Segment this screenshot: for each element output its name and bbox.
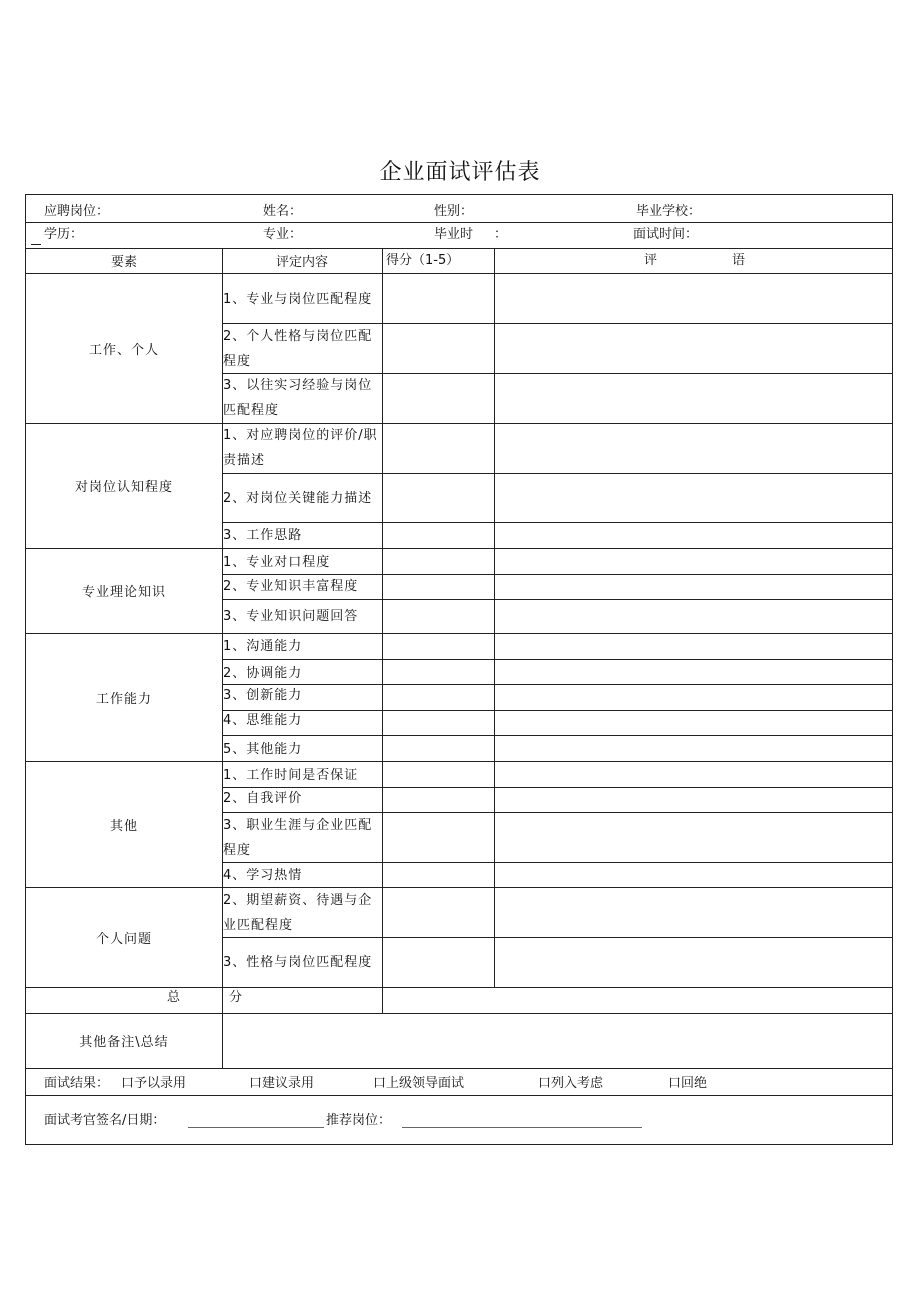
- result-label: 面试结果：: [44, 1076, 110, 1091]
- recommend-position-label: 推荐岗位：: [326, 1113, 392, 1128]
- list-item: 2、期望薪资、待遇与企业匹配程度: [223, 893, 373, 933]
- list-item: 2、个人性格与岗位匹配程度: [223, 329, 373, 369]
- group-name: 工作能力: [95, 691, 152, 707]
- group-name: 专业理论知识: [81, 585, 166, 600]
- list-item: 2、协调能力: [223, 665, 303, 681]
- total-label-b: 分: [229, 990, 243, 1005]
- grad-time-label: 毕业时: [434, 227, 474, 242]
- list-item: 1、工作时间是否保证: [223, 767, 359, 783]
- education-label: 学历：: [44, 227, 84, 242]
- result-option-manager-interview[interactable]: 口上级领导面试: [373, 1076, 465, 1091]
- column-content: 评定内容: [275, 255, 328, 270]
- list-item: 3、职业生涯与企业匹配程度: [223, 818, 373, 858]
- list-item: 2、专业知识丰富程度: [223, 579, 359, 594]
- list-item: 2、对岗位关键能力描述: [223, 490, 373, 506]
- group-name: 个人问题: [95, 931, 152, 947]
- list-item: 3、性格与岗位匹配程度: [223, 954, 373, 970]
- group-name: 工作、个人: [88, 342, 159, 358]
- list-item: 4、思维能力: [223, 713, 303, 728]
- evaluation-form: [25, 194, 893, 1145]
- position-label: 应聘岗位：: [44, 204, 110, 219]
- group-name: 对岗位认知程度: [74, 480, 173, 495]
- remarks-label: 其他备注\总结: [79, 1035, 169, 1050]
- column-factor: 要素: [110, 255, 137, 270]
- result-option-reject[interactable]: 口回绝: [668, 1076, 708, 1091]
- list-item: 1、专业与岗位匹配程度: [223, 291, 373, 307]
- list-item: 1、沟通能力: [223, 639, 303, 654]
- list-item: 1、专业对口程度: [223, 554, 331, 570]
- total-label-a: 总: [167, 990, 181, 1005]
- signature-field[interactable]: [188, 1127, 324, 1128]
- result-option-consider[interactable]: 口列入考虑: [538, 1076, 604, 1091]
- name-label: 姓名：: [263, 204, 303, 219]
- group-name: 其他: [109, 818, 138, 834]
- school-label: 毕业学校：: [636, 204, 702, 219]
- list-item: 3、创新能力: [223, 688, 303, 703]
- list-item: 1、对应聘岗位的评价/职责描述: [223, 428, 378, 468]
- list-item: 3、工作思路: [223, 528, 303, 543]
- list-item: 5、其他能力: [223, 741, 303, 757]
- result-option-recommend[interactable]: 口建议录用: [249, 1076, 315, 1091]
- list-item: 4、学习热情: [223, 867, 303, 883]
- grad-time-colon: ：: [494, 227, 508, 242]
- gender-label: 性别：: [434, 204, 474, 219]
- list-item: 3、专业知识问题回答: [223, 609, 359, 624]
- signature-label: 面试考官签名/日期：: [44, 1113, 166, 1128]
- recommend-position-field[interactable]: [402, 1127, 642, 1128]
- form-title: 企业面试评估表: [379, 160, 541, 185]
- result-option-hire[interactable]: 口予以录用: [121, 1076, 187, 1091]
- interview-time-label: 面试时间：: [633, 227, 699, 242]
- column-score: 得分（1-5）: [386, 253, 460, 268]
- list-item: 2、自我评价: [223, 791, 303, 806]
- list-item: 3、以往实习经验与岗位匹配程度: [223, 378, 373, 418]
- major-label: 专业：: [263, 227, 303, 242]
- column-comment-a: 评: [644, 253, 658, 268]
- column-comment-b: 语: [732, 253, 746, 268]
